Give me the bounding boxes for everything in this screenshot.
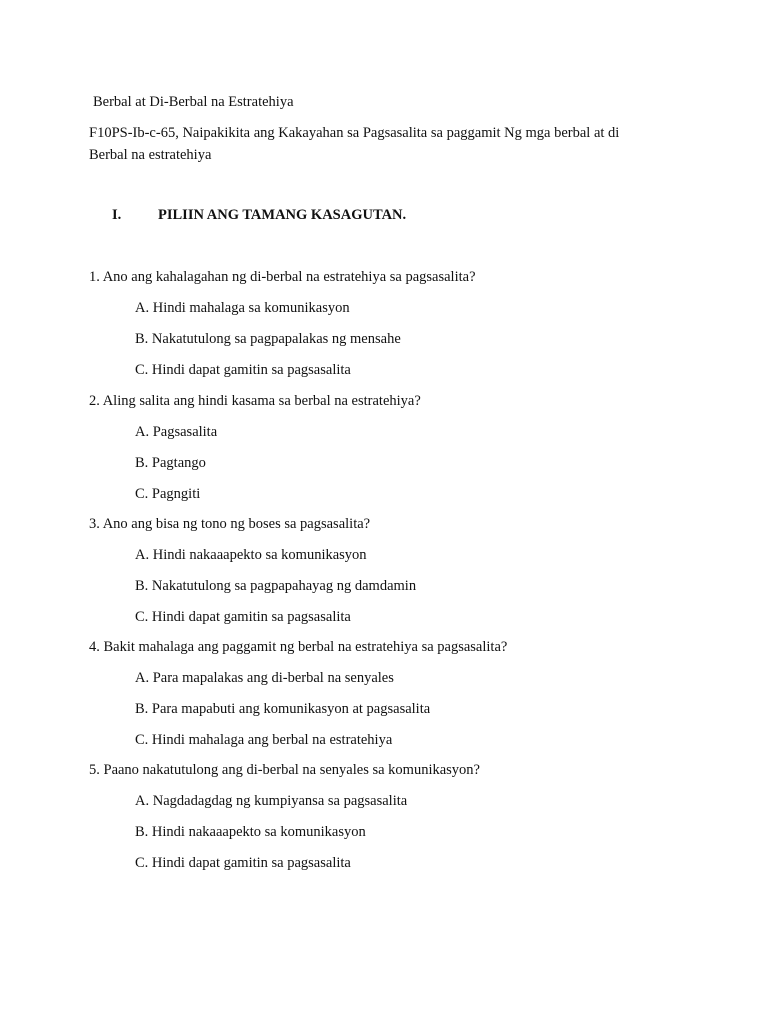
question-5-choice-c: C. Hindi dapat gamitin sa pagsasalita <box>135 855 351 871</box>
question-1-choice-a: A. Hindi mahalaga sa komunikasyon <box>135 300 350 316</box>
question-5: 5. Paano nakatutulong ang di-berbal na senyales sa komunikasyon? <box>89 762 480 778</box>
question-1: 1. Ano ang kahalagahan ng di-berbal na estratehiya sa pagsasalita? <box>89 269 476 285</box>
question-3: 3. Ano ang bisa ng tono ng boses sa pagsasalita? <box>89 516 371 532</box>
question-2-choice-a: A. Pagsasalita <box>135 424 218 440</box>
question-3-choice-c: C. Hindi dapat gamitin sa pagsasalita <box>135 609 351 625</box>
question-1-choice-c: C. Hindi dapat gamitin sa pagsasalita <box>135 362 351 378</box>
question-1-choice-b: B. Nakatutulong sa pagpapalakas ng mensahe <box>135 331 401 347</box>
competency-text-line-2: Berbal na estratehiya <box>89 147 212 163</box>
question-4-choice-a: A. Para mapalakas ang di-berbal na senyales <box>135 670 394 686</box>
question-3-choice-b: B. Nakatutulong sa pagpapahayag ng damdamin <box>135 578 417 594</box>
question-3-choice-a: A. Hindi nakaaapekto sa komunikasyon <box>135 547 367 563</box>
question-2-choice-c: C. Pagngiti <box>135 486 201 502</box>
competency-text-line-1: F10PS-Ib-c-65, Naipakikita ang Kakayahan sa Pagsasalita sa paggamit Ng mga berbal at di <box>89 125 620 141</box>
question-2-choice-b: B. Pagtango <box>135 455 206 471</box>
document-title: Berbal at Di-Berbal na Estratehiya <box>93 94 294 110</box>
question-4-choice-b: B. Para mapabuti ang komunikasyon at pagsasalita <box>135 701 431 717</box>
question-5-choice-a: A. Nagdadagdag ng kumpiyansa sa pagsasalita <box>135 793 408 809</box>
section-title: PILIIN ANG TAMANG KASAGUTAN. <box>158 207 407 223</box>
question-4-choice-c: C. Hindi mahalaga ang berbal na estratehiya <box>135 732 393 748</box>
question-5-choice-b: B. Hindi nakaaapekto sa komunikasyon <box>135 824 366 840</box>
question-4: 4. Bakit mahalaga ang paggamit ng berbal na estratehiya sa pagsasalita? <box>89 639 508 655</box>
question-2: 2. Aling salita ang hindi kasama sa berbal na estratehiya? <box>89 393 421 409</box>
section-number: I. <box>112 207 122 223</box>
